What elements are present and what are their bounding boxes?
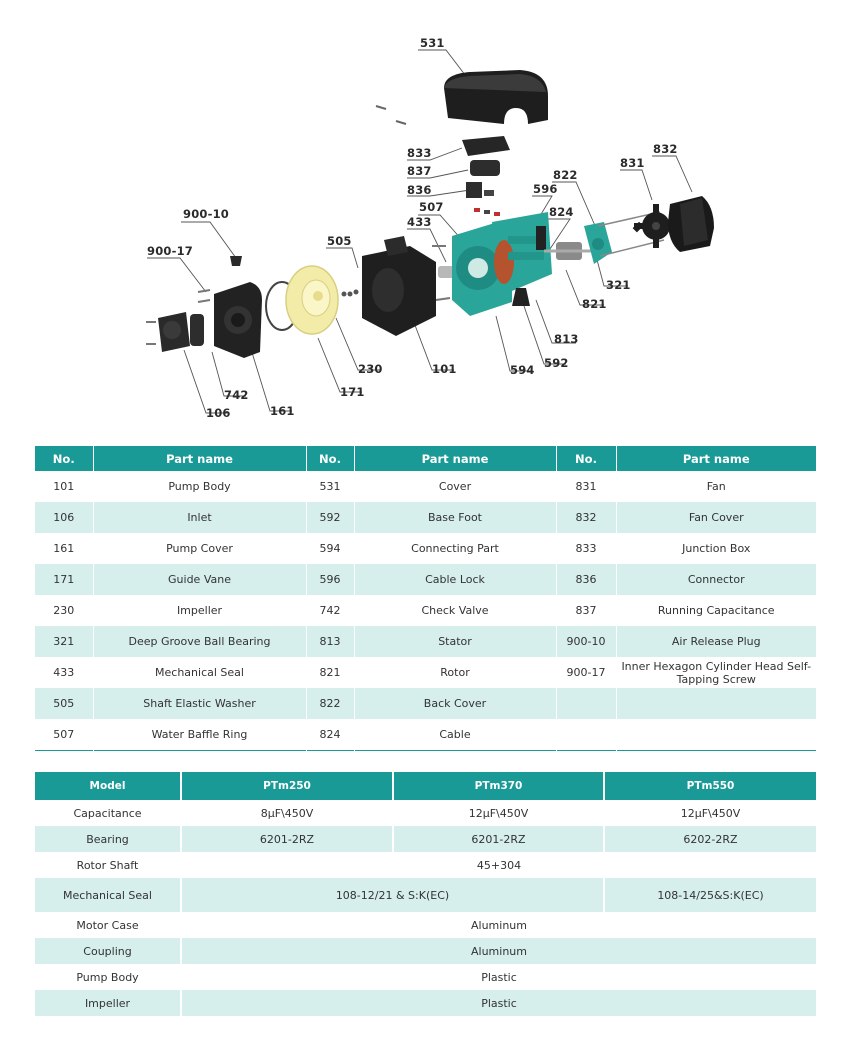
part-name: Stator xyxy=(354,626,556,657)
spec-value: Aluminum xyxy=(181,938,816,964)
part-name: Pump Cover xyxy=(93,533,306,564)
part-name: Check Valve xyxy=(354,595,556,626)
spec-value: 45+304 xyxy=(476,858,522,872)
part-no: 900-10 xyxy=(556,626,616,657)
part-no: 171 xyxy=(35,564,93,595)
callout-900-10: 900-10 xyxy=(183,207,229,221)
table-row xyxy=(35,688,816,719)
table-row xyxy=(35,471,816,502)
part-name: Junction Box xyxy=(682,542,751,555)
part-no: 821 xyxy=(306,657,354,688)
parts-table xyxy=(35,446,816,751)
spec-value: 12μF\450V xyxy=(680,806,741,820)
callout-531: 531 xyxy=(420,36,445,50)
part-name: Back Cover xyxy=(354,688,556,719)
spec-value: Aluminum xyxy=(471,918,527,932)
part-name: Shaft Elastic Washer xyxy=(93,688,306,719)
spec-row-capacitance xyxy=(35,800,816,826)
callout-833: 833 xyxy=(407,146,432,160)
part-name: Rotor xyxy=(354,657,556,688)
part-name: Cable Lock xyxy=(354,564,556,595)
part-no: 742 xyxy=(306,595,354,626)
table-row xyxy=(35,657,816,688)
callout-596: 596 xyxy=(533,182,558,196)
table-row xyxy=(35,502,816,533)
callout-171: 171 xyxy=(340,385,365,399)
part-no: 230 xyxy=(35,595,93,626)
spec-value: Plastic xyxy=(481,970,517,984)
header-ptm250: PTm250 xyxy=(181,772,393,800)
parts-table-header xyxy=(35,446,816,471)
spec-value: 6201-2RZ xyxy=(393,826,604,852)
table-row xyxy=(35,626,816,657)
callout-742: 742 xyxy=(224,388,249,402)
part-no: 592 xyxy=(306,502,354,533)
spec-label: Pump Body xyxy=(35,964,181,990)
part-name: Cover xyxy=(354,471,556,502)
callout-831: 831 xyxy=(620,156,645,170)
spec-value: 6202-2RZ xyxy=(604,826,816,852)
spec-label: Mechanical Seal xyxy=(35,878,181,912)
callout-837: 837 xyxy=(407,164,432,178)
spec-value: 108-12/21 & S:K(EC) xyxy=(181,878,604,912)
callout-824: 824 xyxy=(549,205,574,219)
spec-label: Bearing xyxy=(35,826,181,852)
table-row xyxy=(35,595,816,626)
exploded-view-diagram xyxy=(0,0,850,430)
part-no: 596 xyxy=(306,564,354,595)
part-no: 433 xyxy=(35,657,93,688)
part-no: 832 xyxy=(556,502,616,533)
header-no: No. xyxy=(556,446,616,471)
part-name: Air Release Plug xyxy=(616,626,816,657)
part-name: Impeller xyxy=(93,595,306,626)
part-name: Base Foot xyxy=(354,502,556,533)
callout-592: 592 xyxy=(544,356,569,370)
callout-106: 106 xyxy=(206,406,231,420)
part-name: Cable xyxy=(354,719,556,751)
spec-value: 8μF\450V xyxy=(181,800,393,826)
part-no xyxy=(556,688,616,719)
spec-table-header xyxy=(35,772,816,800)
spec-row-motor-case xyxy=(35,912,816,938)
header-ptm370: PTm370 xyxy=(393,772,604,800)
spec-row-rotor-shaft xyxy=(35,852,816,878)
spec-row-pump-body xyxy=(35,964,816,990)
spec-label: Motor Case xyxy=(35,912,181,938)
part-name: Pump Body xyxy=(93,471,306,502)
part-name: Deep Groove Ball Bearing xyxy=(93,626,306,657)
callout-822: 822 xyxy=(553,168,578,182)
part-no: 813 xyxy=(306,626,354,657)
part-name: Water Baffle Ring xyxy=(93,719,306,751)
part-name: Guide Vane xyxy=(93,564,306,595)
spec-row-coupling xyxy=(35,938,816,964)
table-row xyxy=(35,533,816,564)
part-no: 900-17 xyxy=(556,657,616,688)
spec-value: Plastic xyxy=(181,990,816,1016)
part-no: 321 xyxy=(35,626,93,657)
spec-row-bearing xyxy=(35,826,816,852)
part-no xyxy=(556,719,616,751)
part-name: Mechanical Seal xyxy=(93,657,306,688)
callout-505: 505 xyxy=(327,234,352,248)
spec-value: 12μF\450V xyxy=(393,800,604,826)
part-no: 507 xyxy=(35,719,93,751)
header-part-name: Part name xyxy=(93,446,306,471)
part-no: 531 xyxy=(306,471,354,502)
callout-101: 101 xyxy=(432,362,457,376)
part-no: 505 xyxy=(35,688,93,719)
spec-value: 6201-2RZ xyxy=(181,826,393,852)
callout-433: 433 xyxy=(407,215,432,229)
part-name: Inlet xyxy=(93,502,306,533)
spec-label: Impeller xyxy=(35,990,181,1016)
part-name: Running Capacitance xyxy=(657,604,775,617)
part-name: Connecting Part xyxy=(354,533,556,564)
table-row xyxy=(35,564,816,595)
header-model: Model xyxy=(35,772,181,800)
part-no: 824 xyxy=(306,719,354,751)
part-no: 822 xyxy=(306,688,354,719)
part-name: Fan Cover xyxy=(616,502,816,533)
callout-230: 230 xyxy=(358,362,383,376)
header-part-name: Part name xyxy=(354,446,556,471)
callout-161: 161 xyxy=(270,404,295,418)
spec-label: Rotor Shaft xyxy=(35,852,181,878)
callout-813: 813 xyxy=(554,332,579,346)
part-no: 101 xyxy=(35,471,93,502)
callout-832: 832 xyxy=(653,142,678,156)
callout-594: 594 xyxy=(510,363,535,377)
callout-321: 321 xyxy=(606,278,631,292)
spec-row-impeller xyxy=(35,990,816,1016)
spec-row-mechanical-seal xyxy=(35,878,816,912)
part-no: 836 xyxy=(556,564,616,595)
callout-821: 821 xyxy=(582,297,607,311)
callout-507: 507 xyxy=(419,200,444,214)
part-no: 594 xyxy=(306,533,354,564)
part-name: Inner Hexagon Cylinder Head Self-Tapping Screw xyxy=(621,659,812,686)
leader-lines xyxy=(147,50,692,413)
header-part-name: Part name xyxy=(616,446,816,471)
part-name: Connector xyxy=(616,564,816,595)
part-no: 831 xyxy=(556,471,616,502)
spec-value: 108-14/25&S:K(EC) xyxy=(604,878,816,912)
part-name xyxy=(616,688,816,719)
header-no: No. xyxy=(35,446,93,471)
spec-label: Coupling xyxy=(35,938,181,964)
part-no: 106 xyxy=(35,502,93,533)
callout-836: 836 xyxy=(407,183,432,197)
part-no: 833 xyxy=(556,533,616,564)
part-name: Fan xyxy=(706,480,726,493)
header-no: No. xyxy=(306,446,354,471)
spec-label: Capacitance xyxy=(35,800,181,826)
part-name xyxy=(616,719,816,751)
part-no: 161 xyxy=(35,533,93,564)
part-no: 837 xyxy=(556,595,616,626)
header-ptm550: PTm550 xyxy=(604,772,816,800)
callout-900-17: 900-17 xyxy=(147,244,193,258)
table-row xyxy=(35,719,816,751)
spec-table xyxy=(35,772,816,1016)
